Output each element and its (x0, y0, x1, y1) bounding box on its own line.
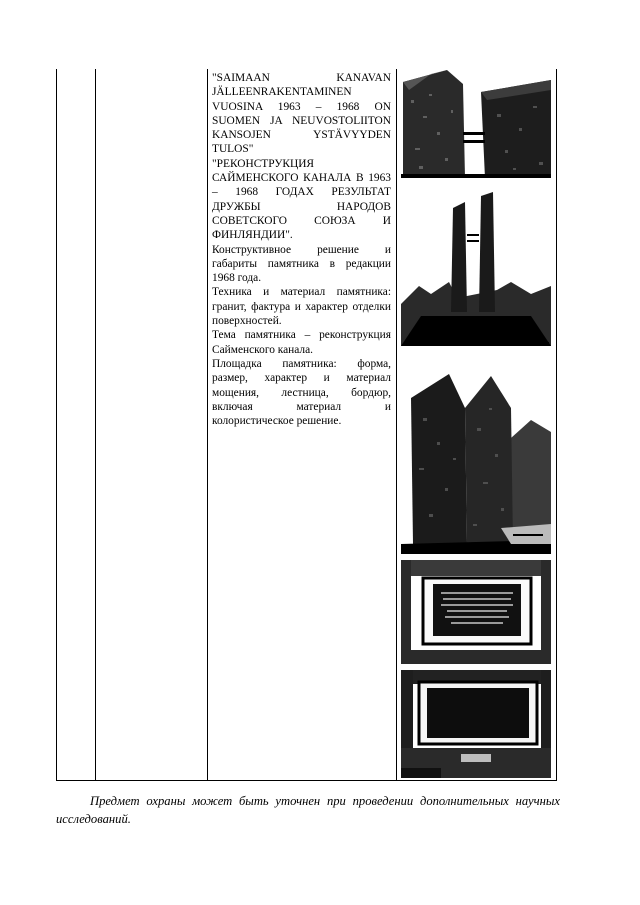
finnish-inscription-title: "SAIMAAN KANAVAN JÄLLEENRAKENTAMINEN VUOSINA 1963 – 1968 ON SUOMEN JA NEUVOSTOLIITON KANSOJEN YSTÄVYYDEN TULOS" (212, 72, 391, 156)
protection-footnote (56, 792, 560, 828)
monument-description-cell (212, 71, 391, 428)
protection-item-material: Техника и материал памятника: гранит, фактура и характер отделки поверхностей. (212, 286, 391, 328)
table-divider-2 (207, 69, 208, 781)
table-divider-1 (95, 69, 96, 781)
protection-item-site: Площадка памятника: форма, размер, характер и материал мощения, лестница, бордюр, включая материал и колористическое решение. (212, 357, 391, 428)
inscription-plaque-photo-1 (401, 560, 551, 664)
protection-item-theme: Тема памятника – реконструкция Сайменского канала. (212, 329, 391, 356)
russian-inscription-title: "РЕКОНСТРУКЦИЯ САЙМЕНСКОГО КАНАЛА В 1963 – 1968 ГОДАХ РЕЗУЛЬТАТ ДРУЖБЫ НАРОДОВ СОВЕТСКОГО СОЮЗА И ФИНЛЯНДИИ". (212, 157, 391, 242)
protection-item-construction: Конструктивное решение и габариты памятника в редакции 1968 года. (212, 243, 391, 285)
monument-blocks-photo (401, 368, 551, 554)
monument-pillars-photo (401, 186, 551, 346)
monument-closeup-photo (401, 70, 551, 178)
footnote-text: Предмет охраны может быть уточнен при проведении дополнительных научных исследований. (56, 794, 560, 826)
table-border-right (556, 69, 557, 781)
table-border-bottom (56, 780, 557, 781)
table-border-left (56, 69, 57, 781)
table-divider-3 (396, 69, 397, 781)
inscription-plaque-photo-2 (401, 670, 551, 778)
